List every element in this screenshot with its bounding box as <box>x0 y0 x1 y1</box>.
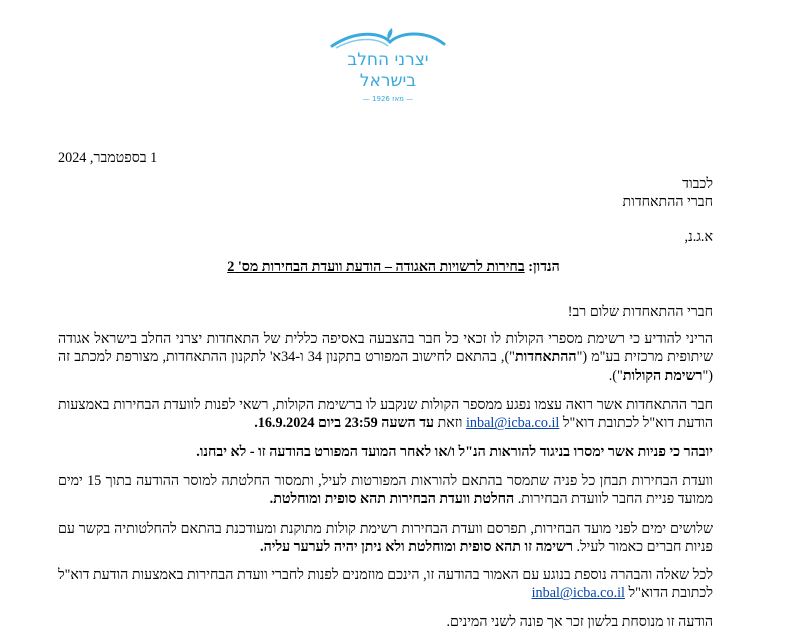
greeting-short: א.ג.נ, <box>684 229 713 245</box>
paragraph-appeal: חבר ההתאחדות אשר רואה עצמו נפגע ממספר הקולות שנקבע לו ברשימת הקולות, רשאי לפנות לוועדת הבחירות באמצעות הודעת דוא"ל לכתובת דוא"ל inbal@icba.co.il וזאת עד השעה 23:59 ביום 16.9.2024. <box>58 397 713 432</box>
logo-since: — מאז 1926 — <box>362 95 414 103</box>
email-link-2[interactable]: inbal@icba.co.il <box>531 585 625 602</box>
salutation: חברי ההתאחדות שלום רב! <box>567 304 713 320</box>
paragraph-votes-list: הריני להודיע כי רשימת מספרי הקולות לו זכאי כל חבר בהצבעה באסיפה כללית של התאחדות יצרני החלב בישראל אגודה שיתופית מרכזית בע"מ ("ההתאחדות"), בהתאם לחישוב המפורט בתקנון 34 ו-34א' לתקנון ההתאחדות, מצורפת למכתב זה ("רשימת הקולות"). <box>58 331 713 384</box>
letter-date: 1 בספטמבר, 2024 <box>58 150 158 166</box>
to-recipients: חברי ההתאחדות <box>622 194 713 210</box>
subject-prefix: הנדון: <box>528 259 560 275</box>
logo-line1: יצרני החלב <box>347 50 429 70</box>
water-wave-icon <box>326 28 450 52</box>
paragraph-final-list: שלושים ימים לפני מועד הבחירות, תפרסם וועדת הבחירות רשימת קולות מתוקנת ומעודכנת בהתאם להחלטותיה בקשר עם פניות חברים כאמור לעיל. רשימה זו תהא סופית ומוחלטת ולא ניתן יהיה לערער עליה. <box>58 521 713 556</box>
subject-line <box>0 258 787 276</box>
subject-text: בחירות לרשויות האגודה – הודעת וועדת הבחירות מס' 2 <box>227 259 525 275</box>
paragraph-committee-review: וועדת הבחירות תבחן כל פניה שתמסר בהתאם להוראות המפורטות לעיל, ותמסור החלטתה למוסר ההודעה בתוך 15 ימים ממועד פניית החבר לוועדת הבחירות. החלטת וועדת הבחירות תהא סופית ומוחלטת. <box>58 473 713 508</box>
gender-note: הודעה זו מנוסחת בלשון זכר אך פונה לשני המינים. <box>446 614 713 630</box>
logo <box>318 28 458 110</box>
paragraph-warning: יובהר כי פניות אשר ימסרו בניגוד להוראות הנ"ל ו/או לאחר המועד המפורט בהודעה זו - לא יבחנו. <box>196 444 713 460</box>
to-label: לכבוד <box>682 176 713 192</box>
paragraph-questions: לכל שאלה והבהרה נוספת בנוגע עם האמור בהודעה זו, הינכם מוזמנים לפנות לחברי וועדת הבחירות באמצעות הודעת דוא"ל לכתובת הדוא"ל inbal@icba.co.il <box>58 567 713 602</box>
email-link[interactable]: inbal@icba.co.il <box>465 415 560 432</box>
logo-line2: בישראל <box>359 71 417 91</box>
